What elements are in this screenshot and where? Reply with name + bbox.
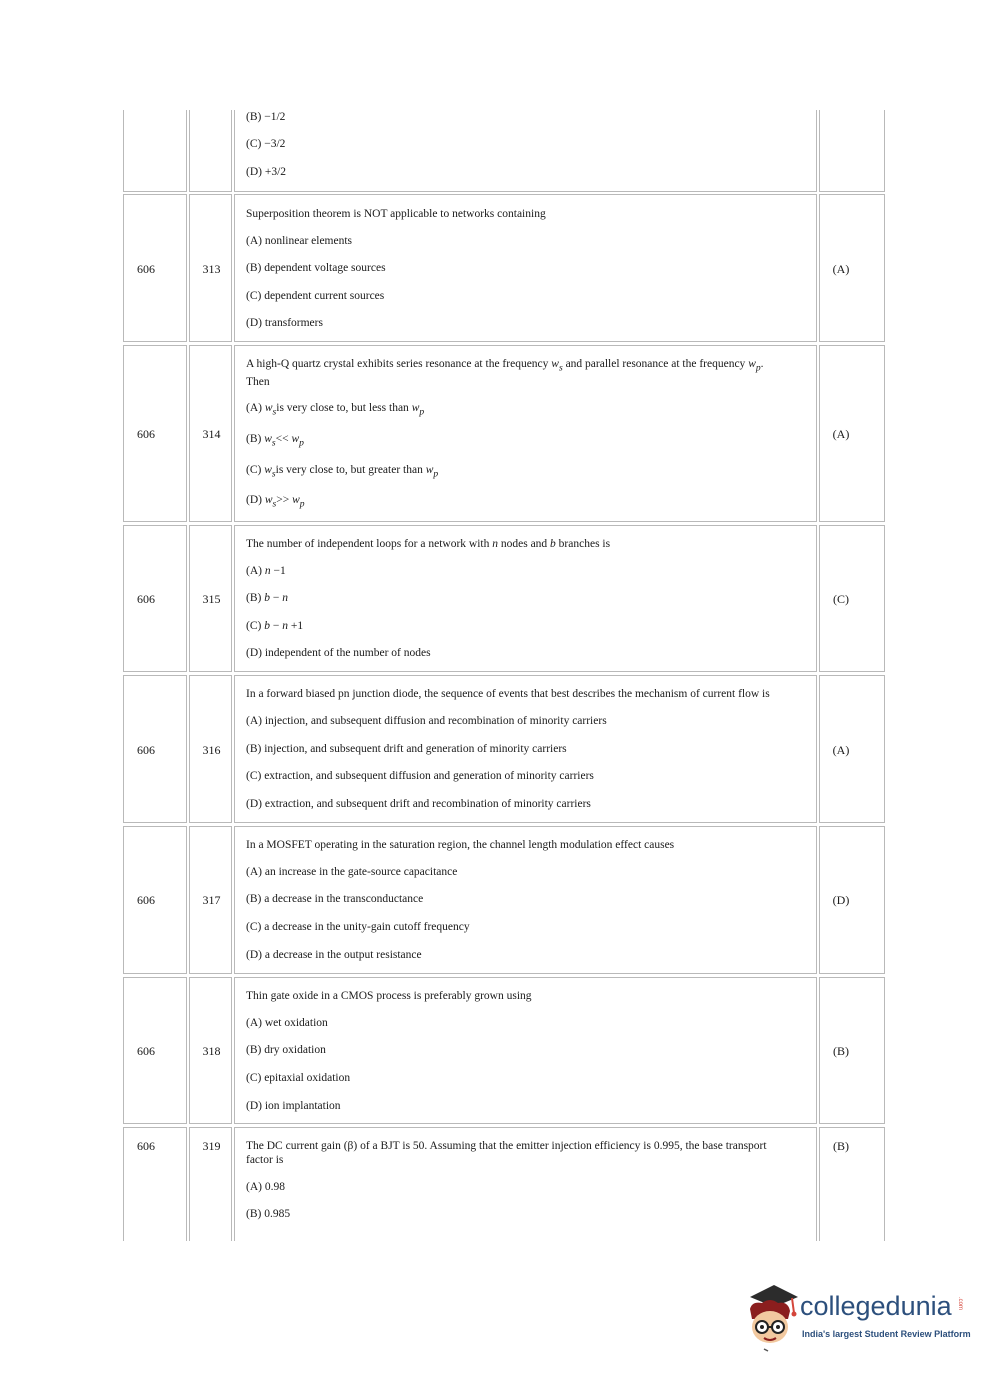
question-text: In a MOSFET operating in the saturation region, the channel length modulation effect causes [246,839,675,851]
cell-code [123,1127,187,1241]
option-c: (C) a decrease in the unity-gain cutoff frequency [246,921,470,933]
question-text: The number of independent loops for a network with n nodes and b branches is [246,538,611,550]
cell-qno [189,977,232,1124]
option-a: (A) wet oxidation [246,1017,328,1029]
exam-code: 606 [137,427,155,441]
cell-answer [819,345,885,522]
question-text: Thin gate oxide in a CMOS process is preferably grown using [246,990,532,1002]
cell-code [123,525,187,672]
answer-key: (B) [833,1044,849,1058]
option-b: (B) 0.985 [246,1208,291,1220]
logo-wordmark: collegedunia [800,1291,952,1321]
cell-qno [189,525,232,672]
cell-answer [819,977,885,1124]
exam-code: 606 [137,592,155,606]
exam-code: 606 [137,1139,155,1153]
question-number: 315 [202,592,221,606]
collegedunia-logo [742,1283,972,1353]
question-number: 318 [202,1044,221,1058]
question-text: A high-Q quartz crystal exhibits series resonance at the frequency $w_s$ and parallel resonance at the frequency $w_p$. Then [246,358,764,389]
cell-answer [819,1127,885,1241]
cell-answer [819,110,885,192]
cell-question [234,194,817,342]
exam-code: 606 [137,262,155,276]
cell-answer [819,826,885,974]
cell-qno [189,194,232,342]
question-text: Superposition theorem is NOT applicable to networks containing [246,208,546,220]
answer-key: (A) [832,262,850,276]
exam-code: 606 [137,743,155,757]
cell-answer [819,194,885,342]
mascot-icon [742,1283,802,1353]
cell-question [234,977,817,1124]
option-a: (A) $w_sis$ very close to, but less than $w_p$ [246,402,425,418]
option-b: (B) dry oxidation [246,1044,326,1056]
cell-answer [819,675,885,823]
option-c: (C) extraction, and subsequent diffusion and generation of minority carriers [246,770,594,782]
cell-code [123,977,187,1124]
cell-answer [819,525,885,672]
option-b: (B) b − n [246,592,288,604]
logo-suffix: .com [957,1297,963,1311]
cell-code [123,345,187,522]
cell-qno [189,1127,232,1241]
question-number: 313 [202,262,221,276]
option-b: (B) dependent voltage sources [246,262,386,274]
cell-question [234,525,817,672]
cell-code [123,675,187,823]
logo-tagline: India's largest Student Review Platform [802,1329,971,1339]
answer-key: (C) [833,592,849,606]
option-c: (C) $w_sis$ very close to, but greater than $w_p$ [246,464,439,480]
question-text: The DC current gain (β) of a BJT is 50. Assuming that the emitter injection efficiency is 0.995, the base transport factor is [246,1140,767,1166]
answer-key: (D) [832,893,850,907]
option-b: (B) injection, and subsequent drift and generation of minority carriers [246,743,567,755]
option-d: (D) extraction, and subsequent drift and recombination of minority carriers [246,798,591,810]
option-d: (D) transformers [246,317,323,329]
option-b: (B) a decrease in the transconductance [246,893,424,905]
cell-qno [189,345,232,522]
cell-question [234,345,817,522]
option-c: (C) −3/2 [246,138,286,150]
option-a: (A) injection, and subsequent diffusion and recombination of minority carriers [246,715,607,727]
question-number: 316 [202,743,221,757]
question-number: 317 [202,893,221,907]
option-b: (B) −1/2 [246,111,286,123]
question-number: 314 [202,427,221,441]
option-d: (D) +3/2 [246,166,287,178]
option-c: (C) b − n +1 [246,620,304,632]
option-a: (A) an increase in the gate-source capacitance [246,866,458,878]
cell-question [234,675,817,823]
option-d: (D) independent of the number of nodes [246,647,431,659]
option-a: (A) n −1 [246,565,286,577]
cell-question [234,826,817,974]
answer-key: (B) [833,1139,849,1153]
exam-code: 606 [137,1044,155,1058]
exam-code: 606 [137,893,155,907]
option-c: (C) epitaxial oxidation [246,1072,351,1084]
question-text: In a forward biased pn junction diode, the sequence of events that best describes the mechanism of current flow is [246,688,770,700]
cell-qno [189,675,232,823]
option-c: (C) dependent current sources [246,290,385,302]
answer-key: (A) [832,743,850,757]
cell-code [123,826,187,974]
cell-code [123,194,187,342]
question-number: 319 [202,1139,221,1153]
cell-qno [189,110,232,192]
option-a: (A) nonlinear elements [246,235,353,247]
option-d: (D) a decrease in the output resistance [246,949,422,961]
option-b: (B) $w_s<< w_p$ [246,433,304,449]
option-a: (A) 0.98 [246,1181,285,1193]
cell-question [234,1127,817,1241]
cell-question [234,110,817,192]
cell-qno [189,826,232,974]
option-d: (D) $w_s>> w_p$ [246,494,305,510]
cell-code [123,110,187,192]
answer-key: (A) [832,427,850,441]
option-d: (D) ion implantation [246,1100,341,1112]
